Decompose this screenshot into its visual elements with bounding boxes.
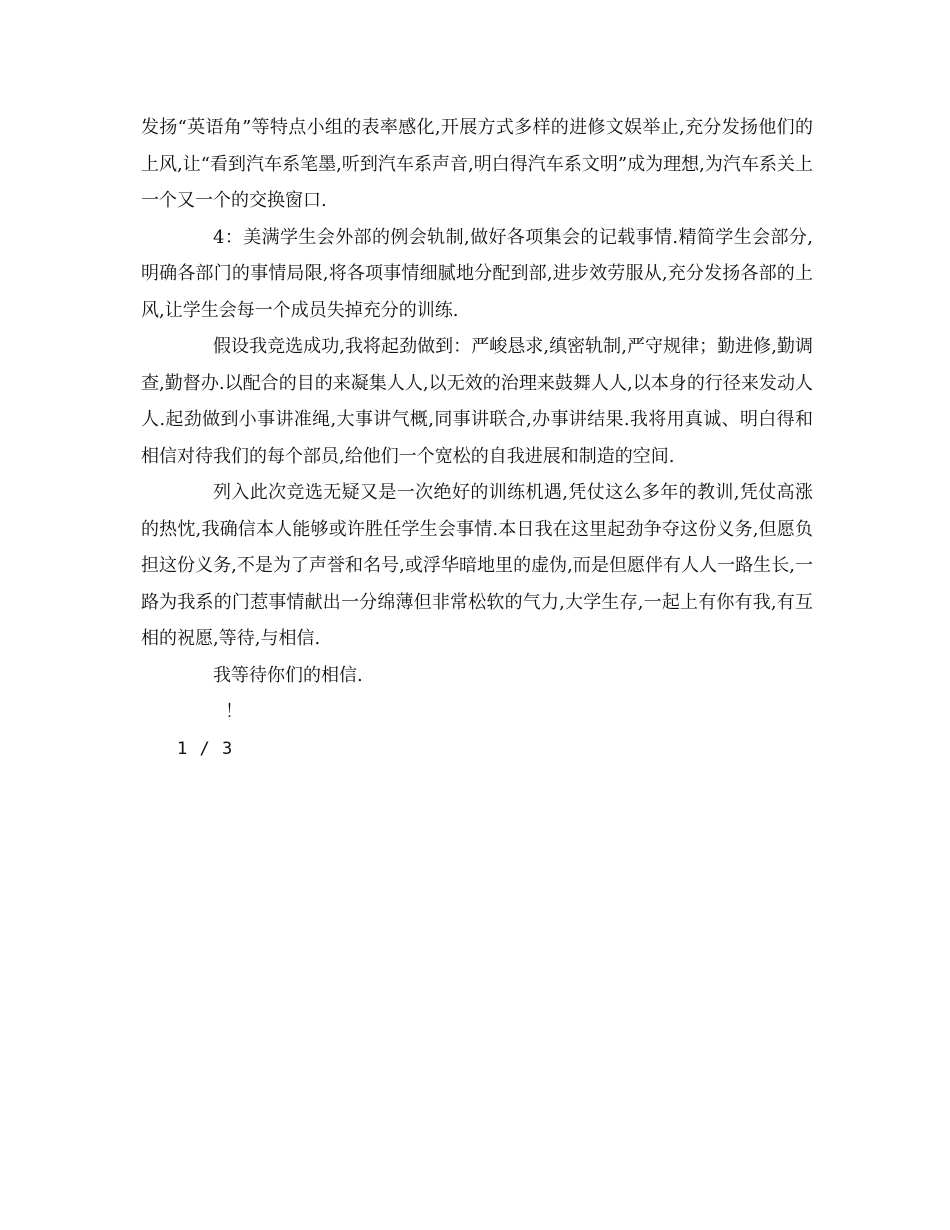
paragraph-meeting-system: 4：美满学生会外部的例会轨制,做好各项集会的记载事情.精简学生会部分,明确各部门的事情局限,将各项事情细腻地分配到部,进步效劳服从,充分发扬各部的上风,让学生会每一个成员失掉充分的训练.: [141, 226, 813, 321]
paragraph-election-opportunity: 列入此次竞选无疑又是一次绝好的训练机遇,凭仗这么多年的教训,凭仗高涨的热忱,我确信本人能够或许胜任学生会事情.本日我在这里起劲争夺这份义务,但愿负担这份义务,不是为了声誉和名号,或浮华暗地里的虚伪,而是但愿伴有人人一路生长,一路为我系的门惹事情献出一分绵薄但非常松软的气力,大学生存,一起上有你有我,有互相的祝愿,等待,与相信.: [141, 482, 813, 649]
closing-exclamation: ！: [225, 701, 243, 722]
paragraph-campaign-pledge: 假设我竞选成功,我将起劲做到：严峻恳求,缜密轨制,严守规律；勤进修,勤调查,勤督办.以配合的目的来凝集人人,以无效的治理来鼓舞人人,以本身的行径来发动人人.起劲做到小事讲准绳,大事讲气概,同事讲联合,办事讲结果.我将用真诚、明白得和相信对待我们的每个部员,给他们一个宽松的自我进展和制造的空间.: [141, 336, 813, 467]
paragraph-english-corner: 发扬“英语角”等特点小组的表率感化,开展方式多样的进修文娱举止,充分发扬他们的上风,让“看到汽车系笔墨,听到汽车系声音,明白得汽车系文明”成为理想,为汽车系关上一个又一个的交换窗口.: [141, 117, 813, 211]
page-number: 1 / 3: [177, 738, 234, 759]
document-body: [141, 110, 813, 767]
paragraph-closing: 我等待你们的相信.: [213, 664, 363, 686]
